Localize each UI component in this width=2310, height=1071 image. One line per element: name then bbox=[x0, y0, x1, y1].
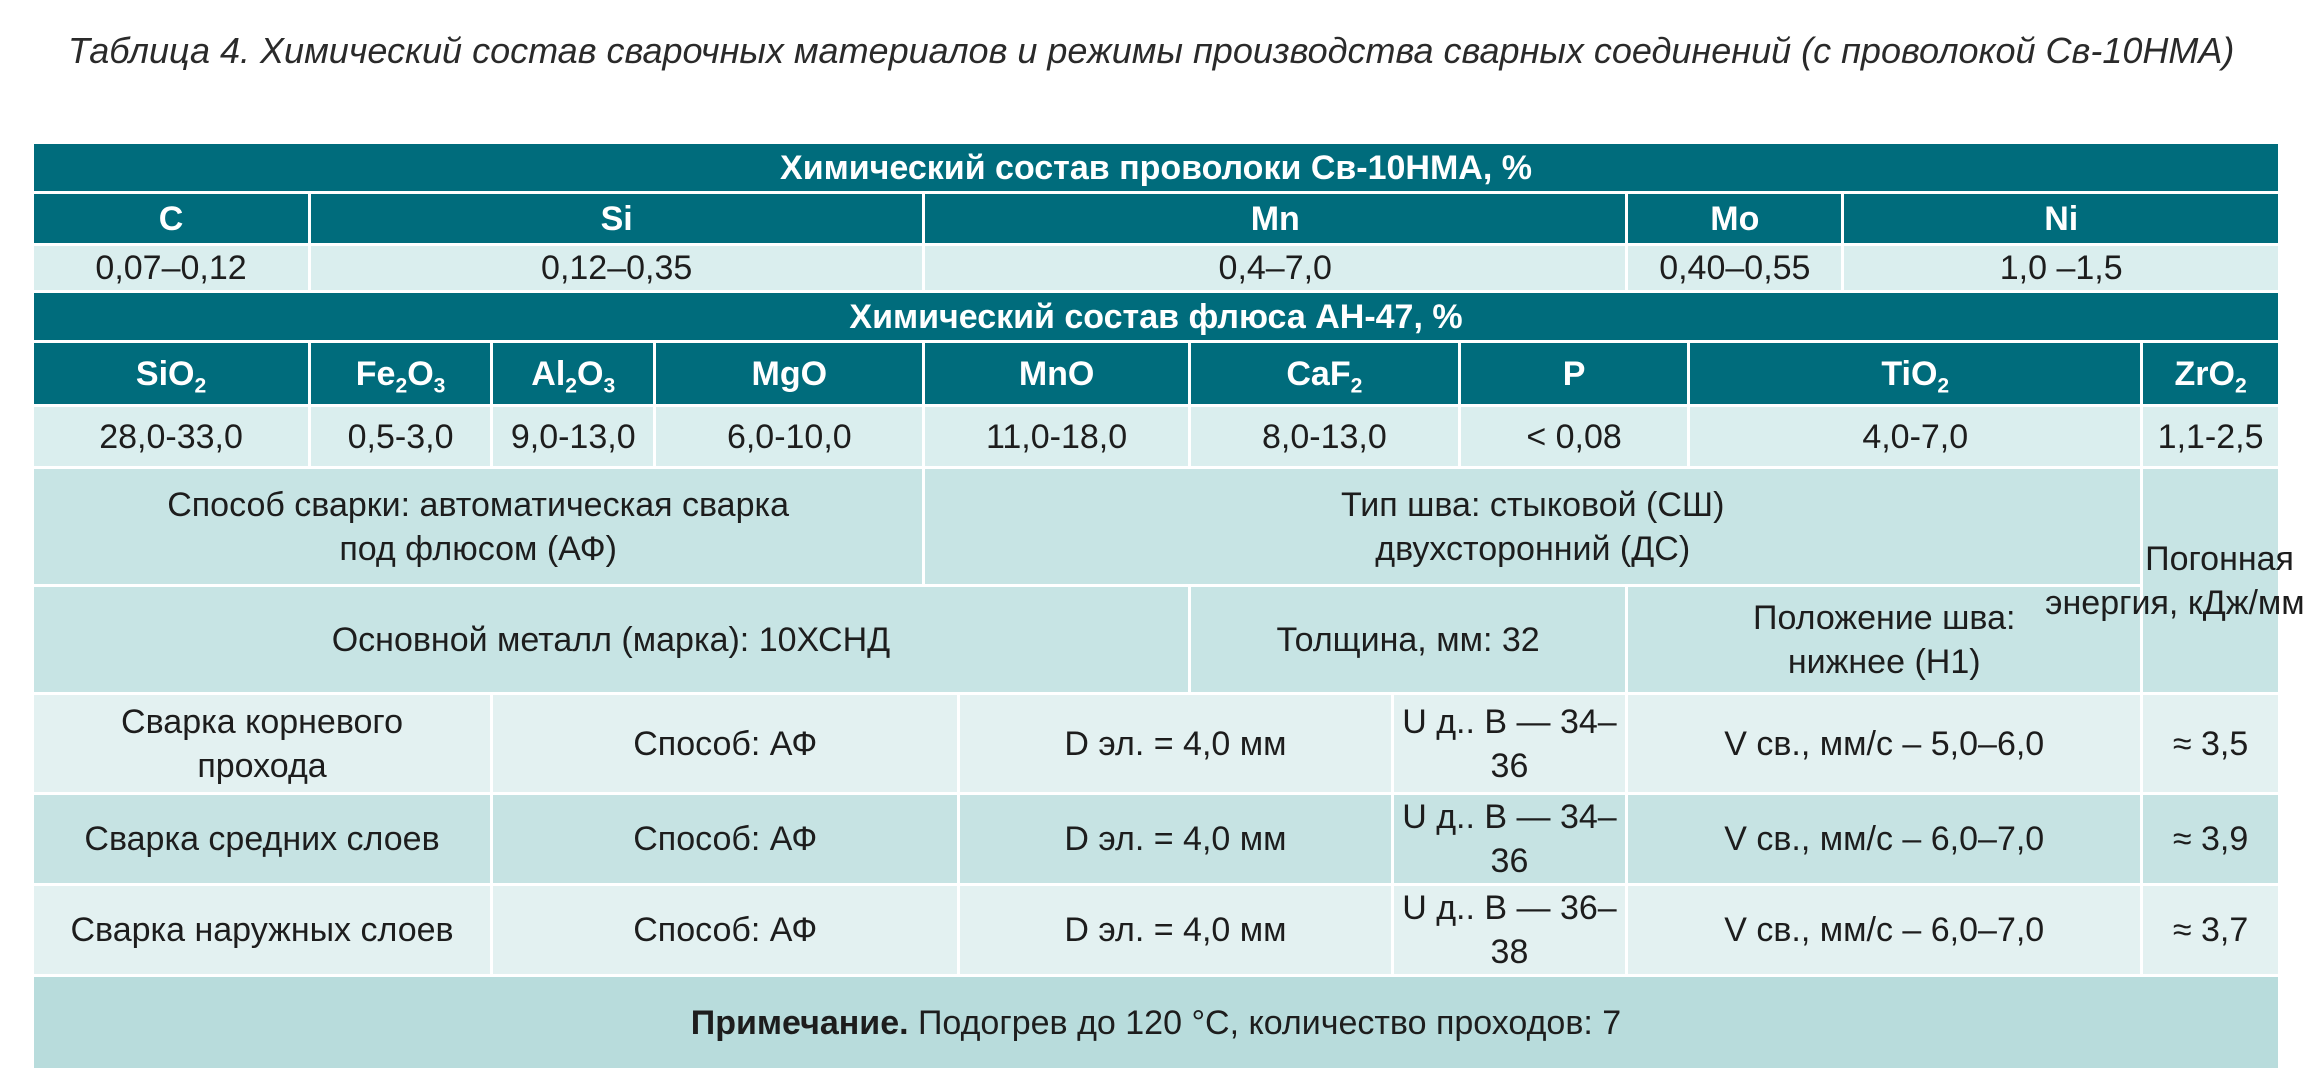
flux-header-mno: MnO bbox=[924, 342, 1190, 406]
flux-header-p: P bbox=[1459, 342, 1689, 406]
note-text: Подогрев до 120 °C, количество проходов: 7 bbox=[908, 1003, 1622, 1042]
flux-header-row bbox=[33, 342, 2280, 406]
flux-value-caf2: 8,0-13,0 bbox=[1189, 406, 1459, 468]
wire-header-c: C bbox=[33, 193, 310, 245]
pass-voltage: U д.. В — 36–38 bbox=[1392, 885, 1627, 976]
wire-composition-title: Химический состав проволоки Св-10НМА, % bbox=[33, 143, 2280, 193]
wire-value-si: 0,12–0,35 bbox=[310, 245, 924, 292]
base-metal: Основной металл (марка): 10ХСНД bbox=[33, 586, 1190, 694]
flux-value-fe2o3: 0,5-3,0 bbox=[310, 406, 492, 468]
flux-header-al2o3: $Al_2O_3$ bbox=[492, 342, 655, 406]
table-note bbox=[33, 976, 2280, 1070]
flux-value-al2o3: 9,0-13,0 bbox=[492, 406, 655, 468]
pass-energy: ≈ 3,7 bbox=[2142, 885, 2280, 976]
flux-value-tio2: 4,0-7,0 bbox=[1689, 406, 2142, 468]
flux-value-p: < 0,08 bbox=[1459, 406, 1689, 468]
flux-header-caf2: CaF$_2$ bbox=[1189, 342, 1459, 406]
heat-input-header: Погонная энергия, кДж/мм bbox=[2142, 468, 2280, 694]
pass-speed: V св., мм/с – 5,0–6,0 bbox=[1627, 694, 2142, 794]
pass-name: Сварка средних слоев bbox=[33, 794, 492, 885]
flux-value-sio2: 28,0-33,0 bbox=[33, 406, 310, 468]
wire-header-mo: Mo bbox=[1627, 193, 1843, 245]
welding-method: Способ сварки: автоматическая сварка под флюсом (АФ) bbox=[33, 468, 924, 586]
pass-electrode-diameter: D эл. = 4,0 мм bbox=[959, 885, 1392, 976]
pass-voltage: U д.. В — 34–36 bbox=[1392, 794, 1627, 885]
wire-value-c: 0,07–0,12 bbox=[33, 245, 310, 292]
flux-value-mgo: 6,0-10,0 bbox=[655, 406, 924, 468]
pass-energy: ≈ 3,9 bbox=[2142, 794, 2280, 885]
wire-header-mn: Mn bbox=[924, 193, 1627, 245]
pass-row bbox=[33, 885, 2280, 976]
pass-method: Способ: АФ bbox=[492, 885, 959, 976]
seam-type: Тип шва: стыковой (СШ) двухсторонний (ДС) bbox=[924, 468, 2142, 586]
flux-value-zro2: 1,1-2,5 bbox=[2142, 406, 2280, 468]
flux-composition-title: Химический состав флюса АН-47, % bbox=[33, 292, 2280, 342]
pass-method: Способ: АФ bbox=[492, 794, 959, 885]
flux-header-zro2: ZrO$_2$ bbox=[2142, 342, 2280, 406]
wire-header-si: Si bbox=[310, 193, 924, 245]
thickness: Толщина, мм: 32 bbox=[1189, 586, 1626, 694]
flux-header-mgo: MgO bbox=[655, 342, 924, 406]
pass-energy: ≈ 3,5 bbox=[2142, 694, 2280, 794]
wire-value-mo: 0,40–0,55 bbox=[1627, 245, 1843, 292]
wire-value-mn: 0,4–7,0 bbox=[924, 245, 1627, 292]
pass-name: Сварка наружных слоев bbox=[33, 885, 492, 976]
pass-speed: V св., мм/с – 6,0–7,0 bbox=[1627, 794, 2142, 885]
pass-voltage: U д.. В — 34–36 bbox=[1392, 694, 1627, 794]
flux-header-fe2o3: $Fe_2O_3$ bbox=[310, 342, 492, 406]
flux-value-mno: 11,0-18,0 bbox=[924, 406, 1190, 468]
flux-header-tio2: TiO$_2$ bbox=[1689, 342, 2142, 406]
pass-name: Сварка корневого прохода bbox=[33, 694, 492, 794]
data-table bbox=[31, 141, 2305, 1071]
pass-electrode-diameter: D эл. = 4,0 мм bbox=[959, 694, 1392, 794]
pass-row bbox=[33, 694, 2280, 794]
pass-electrode-diameter: D эл. = 4,0 мм bbox=[959, 794, 1392, 885]
pass-row bbox=[33, 794, 2280, 885]
seam-position: Положение шва: нижнее (Н1) bbox=[1627, 586, 2142, 694]
wire-header-ni: Ni bbox=[1843, 193, 2280, 245]
wire-value-ni: 1,0 –1,5 bbox=[1843, 245, 2280, 292]
pass-method: Способ: АФ bbox=[492, 694, 959, 794]
pass-speed: V св., мм/с – 6,0–7,0 bbox=[1627, 885, 2142, 976]
table-caption: Таблица 4. Химический состав сварочных материалов и режимы производства сварных соединений (с проволокой Св-10НМА) bbox=[68, 30, 2235, 71]
flux-header-sio2: SiO$_2$ bbox=[33, 342, 310, 406]
note-label: Примечание. bbox=[690, 1003, 909, 1042]
